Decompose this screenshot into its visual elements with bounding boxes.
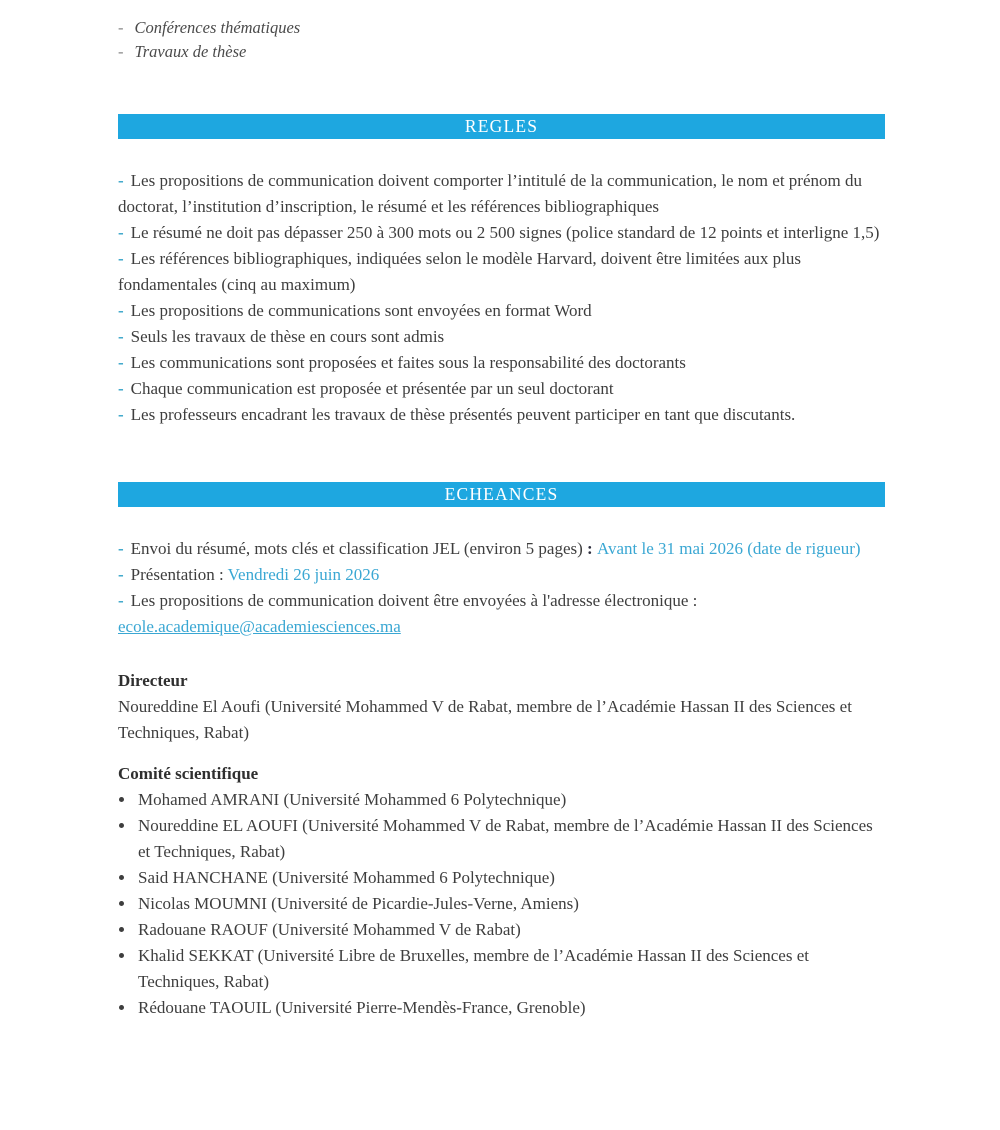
list-item: • Rédouane TAOUIL (Université Pierre-Mendès-France, Grenoble) — [136, 995, 885, 1021]
deadline-label: Les propositions de communication doivent être envoyées à l'adresse électronique : — [130, 591, 698, 610]
list-item: • Noureddine EL AOUFI (Université Mohammed V de Rabat, membre de l’Académie Hassan II des Sciences et Techniques, Rabat) — [136, 813, 885, 865]
deadlines-list — [118, 536, 885, 640]
rule-item — [118, 402, 885, 428]
separator: : — [582, 539, 597, 558]
rule-text: Le résumé ne doit pas dépasser 250 à 300 mots ou 2 500 signes (police standard de 12 points et interligne 1,5) — [130, 223, 880, 242]
dash-marker: - — [118, 171, 124, 190]
section-banner-echeances — [118, 482, 885, 507]
email-line — [118, 614, 885, 640]
section-title: ECHEANCES — [444, 484, 559, 504]
committee-heading: Comité scientifique — [118, 764, 259, 783]
list-item: • Said HANCHANE (Université Mohammed 6 Polytechnique) — [136, 865, 885, 891]
deadline-item — [118, 536, 885, 562]
rule-item — [118, 168, 885, 220]
rule-item — [118, 220, 885, 246]
deadline-item — [118, 588, 885, 614]
deadline-label: Envoi du résumé, mots clés et classification JEL (environ 5 pages) — [130, 539, 583, 558]
dash-marker: - — [118, 301, 124, 320]
separator: : — [214, 565, 228, 584]
dash-marker: - — [118, 327, 124, 346]
dash-marker: - — [118, 18, 124, 37]
committee-list — [110, 787, 885, 1021]
deadline-date: Avant le 31 mai 2026 (date de rigueur) — [596, 539, 861, 558]
list-item: • Mohamed AMRANI (Université Mohammed 6 Polytechnique) — [136, 787, 885, 813]
list-item — [118, 40, 885, 64]
rule-text: Seuls les travaux de thèse en cours sont admis — [130, 327, 445, 346]
list-item: • Khalid SEKKAT (Université Libre de Bruxelles, membre de l’Académie Hassan II des Sciences et Techniques, Rabat) — [136, 943, 885, 995]
dash-marker: - — [118, 565, 124, 584]
rule-item — [118, 376, 885, 402]
rule-item — [118, 298, 885, 324]
director-section — [118, 668, 885, 746]
rule-text: Les professeurs encadrant les travaux de thèse présentés peuvent participer en tant que discutants. — [130, 405, 796, 424]
director-heading: Directeur — [118, 671, 188, 690]
rule-text: Chaque communication est proposée et présentée par un seul doctorant — [130, 379, 614, 398]
deadline-label: Présentation — [130, 565, 215, 584]
intro-item-text: Conférences thématiques — [134, 18, 301, 37]
section-title: REGLES — [464, 116, 539, 136]
list-item: • Nicolas MOUMNI (Université de Picardie-Jules-Verne, Amiens) — [136, 891, 885, 917]
dash-marker: - — [118, 42, 124, 61]
intro-list — [118, 16, 885, 64]
email-link[interactable]: ecole.academique@academiesciences.ma — [118, 617, 401, 636]
dash-marker: - — [118, 249, 124, 268]
director-text: Noureddine El Aoufi (Université Mohammed V de Rabat, membre de l’Académie Hassan II des Sciences et Techniques, Rabat) — [118, 697, 852, 742]
dash-marker: - — [118, 379, 124, 398]
dash-marker: - — [118, 405, 124, 424]
committee-section — [118, 761, 885, 1021]
rule-item — [118, 324, 885, 350]
rules-list — [118, 168, 885, 428]
rule-text: Les références bibliographiques, indiquées selon le modèle Harvard, doivent être limitées aux plus fondamentales (cinq au maximum) — [118, 249, 802, 294]
rule-text: Les propositions de communication doivent comporter l’intitulé de la communication, le nom et prénom du doctorat, l’institution d’inscription, le résumé et les références bibliographiques — [118, 171, 862, 216]
list-item — [118, 16, 885, 40]
rule-text: Les communications sont proposées et faites sous la responsabilité des doctorants — [130, 353, 686, 372]
section-banner-regles — [118, 114, 885, 139]
dash-marker: - — [118, 539, 124, 558]
rule-item — [118, 246, 885, 298]
rule-text: Les propositions de communications sont envoyées en format Word — [130, 301, 592, 320]
deadline-item — [118, 562, 885, 588]
rule-item — [118, 350, 885, 376]
intro-item-text: Travaux de thèse — [134, 42, 247, 61]
dash-marker: - — [118, 223, 124, 242]
deadline-date: Vendredi 26 juin 2026 — [227, 565, 380, 584]
dash-marker: - — [118, 353, 124, 372]
dash-marker: - — [118, 591, 124, 610]
list-item: • Radouane RAOUF (Université Mohammed V de Rabat) — [136, 917, 885, 943]
